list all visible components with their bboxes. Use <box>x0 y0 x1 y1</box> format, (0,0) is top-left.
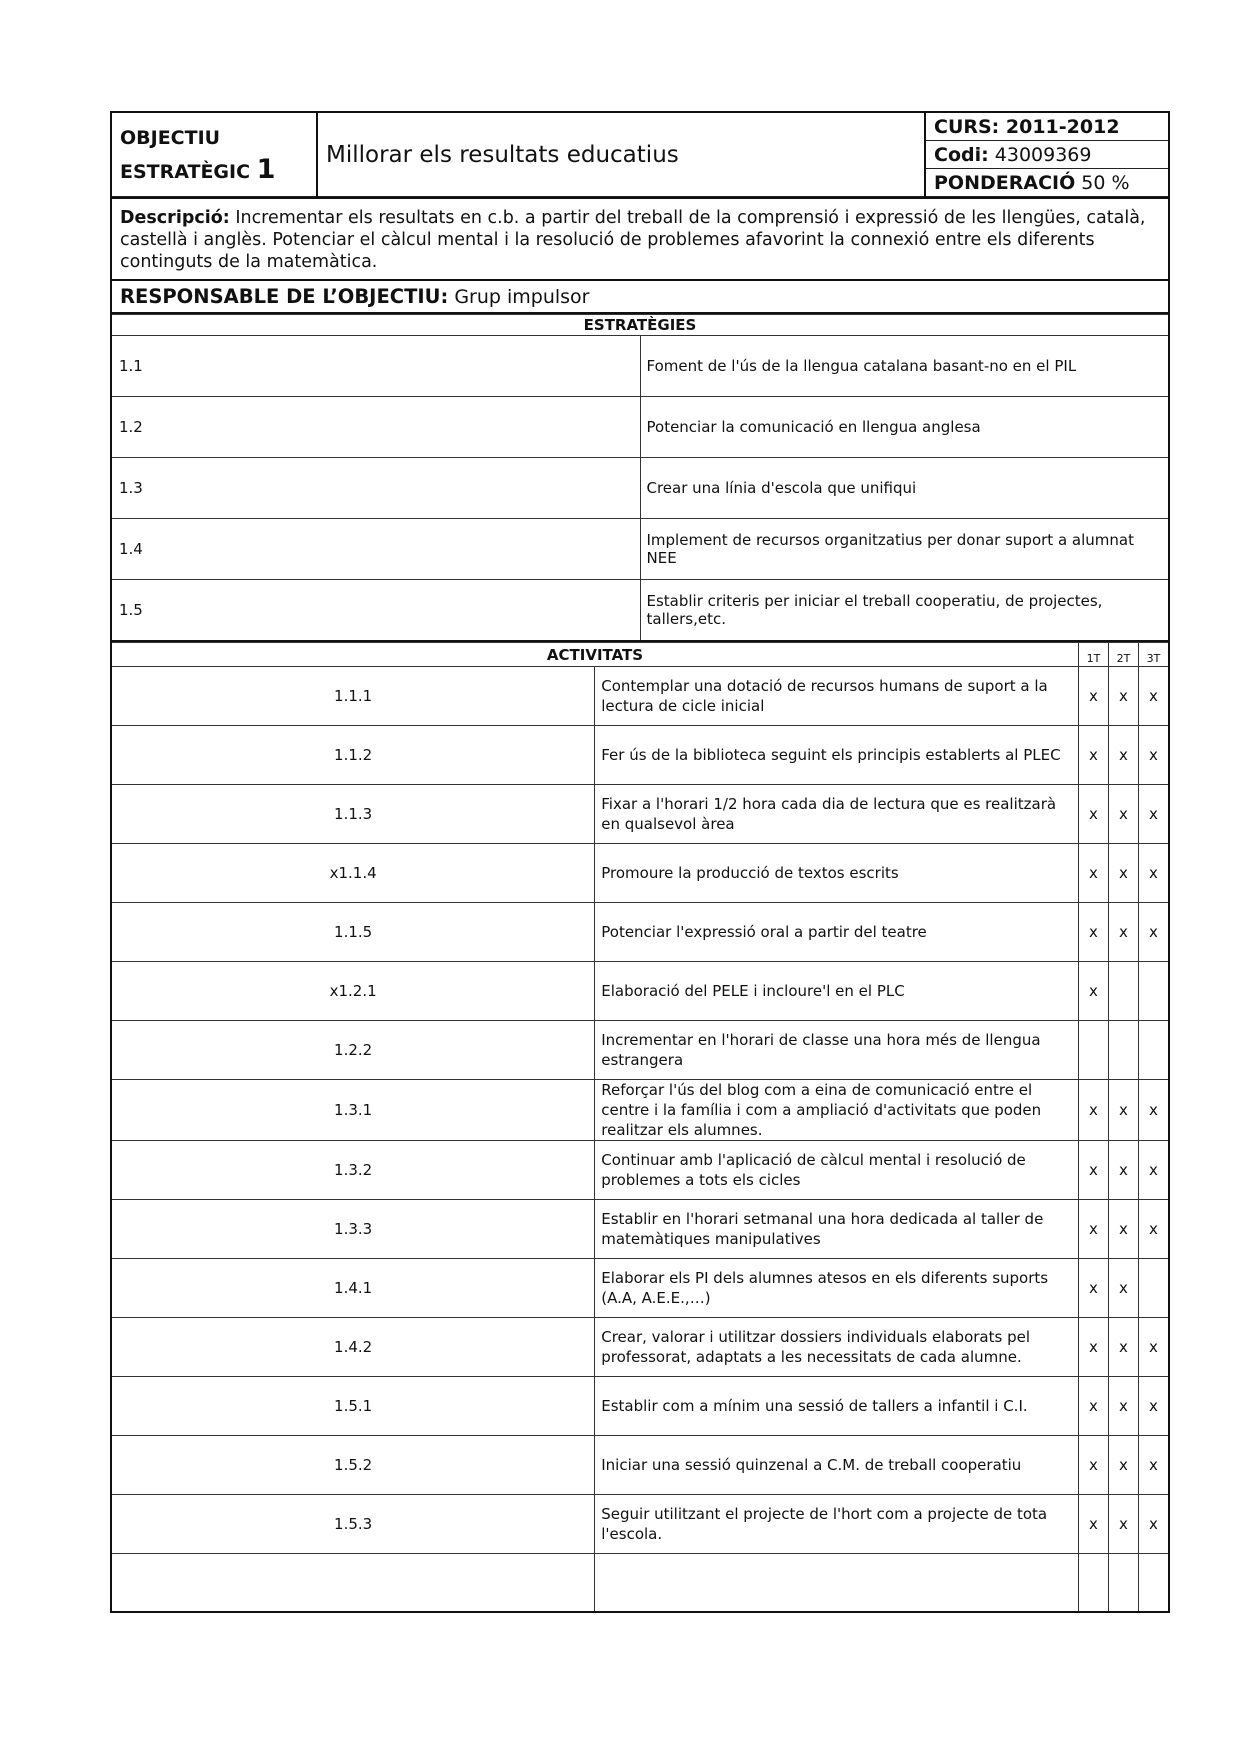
activity-code: 1.1.2 <box>111 726 595 785</box>
activity-row <box>111 1021 1169 1080</box>
activity-term2-mark: x <box>1109 667 1139 726</box>
activity-term1-mark: x <box>1079 1318 1109 1377</box>
description-text: Incrementar els resultats en c.b. a partir del treball de la comprensió i expressió de les llengües, català, castellà i anglès. Potenciar el càlcul mental i la resolució de problemes afavorint la connexió entre els diferents continguts de la matemàtica. <box>120 208 1146 272</box>
activity-term2-mark <box>1109 962 1139 1021</box>
activity-code: x1.2.1 <box>111 962 595 1021</box>
activity-text: Incrementar en l'horari de classe una hora més de llengua estrangera <box>595 1021 1079 1080</box>
responsible <box>110 279 1170 314</box>
activity-term2-mark: x <box>1109 903 1139 962</box>
activity-row <box>111 1436 1169 1495</box>
activity-term1-mark: x <box>1079 1080 1109 1141</box>
activity-row <box>111 785 1169 844</box>
activity-term3-mark: x <box>1139 785 1170 844</box>
strategies-title: ESTRATÈGIES <box>111 315 1169 336</box>
strategy-row <box>111 458 1169 519</box>
activity-row <box>111 1259 1169 1318</box>
activity-code: 1.5.2 <box>111 1436 595 1495</box>
activity-text: Fer ús de la biblioteca seguint els principis establerts al PLEC <box>595 726 1079 785</box>
activity-text: Establir com a mínim una sessió de tallers a infantil i C.I. <box>595 1377 1079 1436</box>
activity-text: Iniciar una sessió quinzenal a C.M. de treball cooperatiu <box>595 1436 1079 1495</box>
activity-term1-mark <box>1079 1554 1109 1613</box>
activity-term2-mark: x <box>1109 1080 1139 1141</box>
activity-term1-mark <box>1079 1021 1109 1080</box>
activity-row <box>111 844 1169 903</box>
strategies-table <box>110 314 1170 642</box>
activity-term2-mark: x <box>1109 1318 1139 1377</box>
activity-row <box>111 726 1169 785</box>
activity-term3-mark: x <box>1139 726 1170 785</box>
activity-term1-mark: x <box>1079 1495 1109 1554</box>
activity-term2-mark: x <box>1109 844 1139 903</box>
term-header-3: 3T <box>1139 643 1170 667</box>
ponderacio-value: 50 % <box>1081 171 1130 194</box>
strategy-code: 1.5 <box>111 580 640 642</box>
term-header-1: 1T <box>1079 643 1109 667</box>
activity-row <box>111 1318 1169 1377</box>
activity-term2-mark: x <box>1109 1377 1139 1436</box>
activities-table <box>110 642 1170 1613</box>
strategy-code: 1.2 <box>111 397 640 458</box>
activity-term3-mark: x <box>1139 1436 1170 1495</box>
activity-term1-mark: x <box>1079 844 1109 903</box>
activity-text: Contemplar una dotació de recursos humans de suport a la lectura de cicle inicial <box>595 667 1079 726</box>
description <box>110 197 1170 279</box>
activity-term3-mark <box>1139 1554 1170 1613</box>
strategy-row <box>111 336 1169 397</box>
activity-term2-mark: x <box>1109 1436 1139 1495</box>
objective-number: 1 <box>256 153 276 185</box>
responsible-value: Grup impulsor <box>454 286 590 308</box>
activity-term2-mark: x <box>1109 726 1139 785</box>
activity-term3-mark: x <box>1139 1377 1170 1436</box>
activity-text: Potenciar l'expressió oral a partir del teatre <box>595 903 1079 962</box>
strategy-text: Foment de l'ús de la llengua catalana basant-no en el PIL <box>640 336 1169 397</box>
activity-term2-mark: x <box>1109 1200 1139 1259</box>
activity-code: 1.3.1 <box>111 1080 595 1141</box>
activity-term2-mark: x <box>1109 1495 1139 1554</box>
objective-label <box>111 112 317 197</box>
activity-row <box>111 1377 1169 1436</box>
activity-term1-mark: x <box>1079 785 1109 844</box>
activity-term3-mark: x <box>1139 1080 1170 1141</box>
activity-term2-mark <box>1109 1021 1139 1080</box>
activity-text: Crear, valorar i utilitzar dossiers individuals elaborats pel professorat, adaptats a les necessitats de cada alumne. <box>595 1318 1079 1377</box>
activity-term3-mark: x <box>1139 1318 1170 1377</box>
objective-header <box>110 111 1170 197</box>
activity-row <box>111 667 1169 726</box>
activity-term3-mark <box>1139 962 1170 1021</box>
objective-title: Millorar els resultats educatius <box>317 112 925 197</box>
activity-code: 1.5.1 <box>111 1377 595 1436</box>
term-header-2: 2T <box>1109 643 1139 667</box>
activity-code: 1.1.1 <box>111 667 595 726</box>
responsible-label: RESPONSABLE DE L’OBJECTIU: <box>120 285 449 308</box>
activity-code: 1.1.3 <box>111 785 595 844</box>
strategy-row <box>111 519 1169 580</box>
activity-term1-mark: x <box>1079 667 1109 726</box>
strategy-text: Implement de recursos organitzatius per donar suport a alumnat NEE <box>640 519 1169 580</box>
objective-sheet <box>110 111 1170 1613</box>
activity-term3-mark: x <box>1139 1200 1170 1259</box>
activity-text: Elaboració del PELE i incloure'l en el PLC <box>595 962 1079 1021</box>
activity-text: Establir en l'horari setmanal una hora dedicada al taller de matemàtiques manipulatives <box>595 1200 1079 1259</box>
activity-code <box>111 1554 595 1613</box>
activity-term3-mark: x <box>1139 844 1170 903</box>
activity-text: Continuar amb l'aplicació de càlcul mental i resolució de problemes a tots els cicles <box>595 1141 1079 1200</box>
activity-term3-mark <box>1139 1259 1170 1318</box>
activity-term1-mark: x <box>1079 1436 1109 1495</box>
activity-term1-mark: x <box>1079 903 1109 962</box>
strategy-code: 1.1 <box>111 336 640 397</box>
activity-term2-mark: x <box>1109 1141 1139 1200</box>
activity-term1-mark: x <box>1079 726 1109 785</box>
strategy-text: Establir criteris per iniciar el treball cooperatiu, de projectes, tallers,etc. <box>640 580 1169 642</box>
activity-term3-mark: x <box>1139 1141 1170 1200</box>
activity-row <box>111 1554 1169 1613</box>
activity-term2-mark: x <box>1109 785 1139 844</box>
codi-cell <box>925 141 1169 169</box>
activity-term1-mark: x <box>1079 962 1109 1021</box>
activity-text <box>595 1554 1079 1613</box>
description-label: Descripció: <box>120 208 230 228</box>
activity-text: Elaborar els PI dels alumnes atesos en els diferents suports (A.A, A.E.E.,…) <box>595 1259 1079 1318</box>
activity-code: 1.4.2 <box>111 1318 595 1377</box>
codi-label: Codi: <box>934 143 989 166</box>
activity-text: Fixar a l'horari 1/2 hora cada dia de lectura que es realitzarà en qualsevol àrea <box>595 785 1079 844</box>
activity-row <box>111 903 1169 962</box>
activity-term3-mark: x <box>1139 1495 1170 1554</box>
activity-term1-mark: x <box>1079 1200 1109 1259</box>
activity-term3-mark <box>1139 1021 1170 1080</box>
activity-code: 1.2.2 <box>111 1021 595 1080</box>
objective-label-line2: ESTRATÈGIC <box>120 160 251 183</box>
strategy-text: Potenciar la comunicació en llengua anglesa <box>640 397 1169 458</box>
curs-cell <box>925 112 1169 141</box>
strategy-text: Crear una línia d'escola que unifiqui <box>640 458 1169 519</box>
activity-code: 1.5.3 <box>111 1495 595 1554</box>
objective-label-line1: OBJECTIU <box>120 126 221 149</box>
strategy-code: 1.3 <box>111 458 640 519</box>
activity-text: Promoure la producció de textos escrits <box>595 844 1079 903</box>
activity-code: 1.1.5 <box>111 903 595 962</box>
activity-term3-mark: x <box>1139 903 1170 962</box>
curs-label: CURS: 2011-2012 <box>934 115 1120 138</box>
activity-row <box>111 1080 1169 1141</box>
ponderacio-cell <box>925 169 1169 197</box>
strategy-row <box>111 580 1169 642</box>
activity-row <box>111 962 1169 1021</box>
activity-term2-mark: x <box>1109 1259 1139 1318</box>
activity-term1-mark: x <box>1079 1377 1109 1436</box>
activity-term2-mark <box>1109 1554 1139 1613</box>
activity-code: 1.4.1 <box>111 1259 595 1318</box>
activity-code: 1.3.3 <box>111 1200 595 1259</box>
activity-row <box>111 1200 1169 1259</box>
activity-term1-mark: x <box>1079 1259 1109 1318</box>
activities-title: ACTIVITATS <box>111 643 1079 667</box>
activity-row <box>111 1141 1169 1200</box>
activity-term3-mark: x <box>1139 667 1170 726</box>
activity-row <box>111 1495 1169 1554</box>
strategy-row <box>111 397 1169 458</box>
ponderacio-label: PONDERACIÓ <box>934 171 1076 194</box>
activity-code: x1.1.4 <box>111 844 595 903</box>
strategy-code: 1.4 <box>111 519 640 580</box>
activity-text: Seguir utilitzant el projecte de l'hort com a projecte de tota l'escola. <box>595 1495 1079 1554</box>
activity-text: Reforçar l'ús del blog com a eina de comunicació entre el centre i la família i com a ampliació d'activitats que poden realitzar els alumnes. <box>595 1080 1079 1141</box>
activity-term1-mark: x <box>1079 1141 1109 1200</box>
activity-code: 1.3.2 <box>111 1141 595 1200</box>
codi-value: 43009369 <box>994 143 1092 166</box>
